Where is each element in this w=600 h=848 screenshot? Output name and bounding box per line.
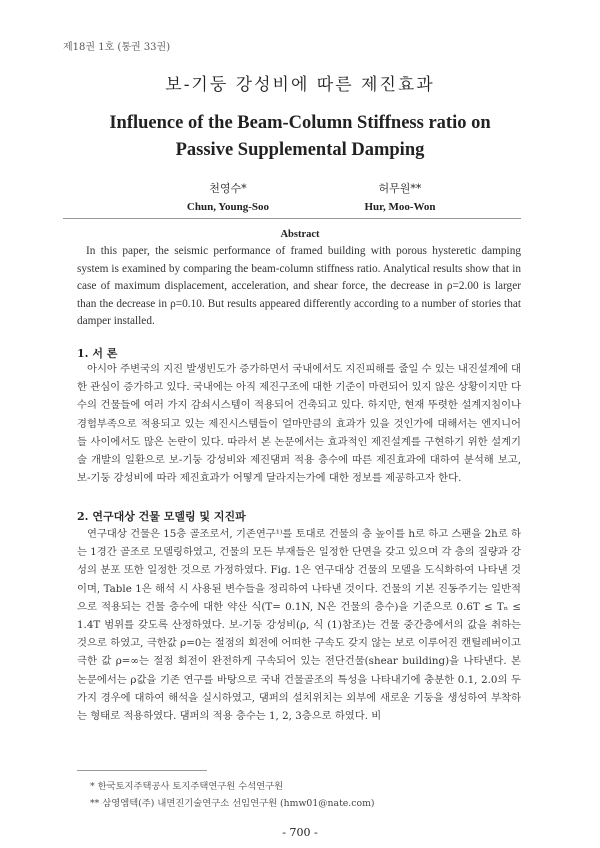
abstract-heading: Abstract — [280, 229, 320, 240]
author-1-korean: 천영수* — [209, 182, 247, 195]
section-2-text: 연구대상 건물은 15층 골조로서, 기존연구¹⁾를 토대로 건물의 층 높이를 h로 하고 스팬을 2h로 하는 1경간 골조로 모델링하였고, 건물의 모든 부재들은 일정한 단면을 갖고 있으며 각 층의 질량과 강성의 분포 또한 일정한 것으로 가정하였다. Fig. 1은 연구대상 건물의 모델을 도식화하여 나타낸 것이며, Table 1은 해석 시 사용된 변수들을 정리하여 나타낸 것이다. 건물의 기본 진동주기는 일반적으로 적용되는 건물 층수에 대한 약산 식(T= 0.1N, N은 건물의 층수)을 기준으로 0.6T ≤ Tₙ ≤ 1.4T 범위를 갖도록 산정하였다. 보-기둥 강성비(ρ, 식 (1)참조)는 건물 중간층에서의 값을 취하는 것으로 하였고, 극한값 ρ=0는 절점의 회전에 어떠한 구속도 갖지 않는 보로 이루어진 캔틸레버이고 극한 값 ρ=∞는 절점 회전이 완전하게 구속되어 있는 전단건물(shear building)을 나타낸다. 본 논문에서는 ρ값을 기존 연구를 바탕으로 국내 건물골조의 특성을 나타내기에 충분한 0.1, 2.0의 두가지 경우에 대하여 해석을 실시하였고, 댐퍼의 설치위치는 외부에 새로운 기둥을 생성하여 부착하는 형태로 적용하였다. 댐퍼의 적용 층수는 1, 2, 3층으로 하였다. 비 — [77, 528, 521, 723]
footnote-divider — [77, 770, 207, 771]
abstract-text: In this paper, the seismic performance of framed building with porous hysteretic damping system is examined by comparing the beam-column stiffness ratio. Analytical results show that in case of maximum displacement, acceleration, and shear force, the decrease in ρ=2.00 is larger than the decrease in ρ=0.10. But results appeared differently according to a number of stories that damper installed. — [77, 245, 521, 327]
author-2-korean: 허무원** — [378, 182, 422, 195]
section-2-heading: 2. 연구대상 건물 모델링 및 지진파 — [77, 510, 246, 523]
author-2 — [300, 180, 500, 213]
journal-volume: 제18권 1호 (통권 33권) — [63, 42, 171, 53]
author-2-english: Hur, Moo-Won — [364, 201, 436, 213]
english-title-line1: Influence of the Beam-Column Stiffness ratio on — [109, 113, 491, 133]
korean-title: 보-기둥 강성비에 따른 제진효과 — [165, 75, 435, 95]
abstract-divider — [63, 218, 521, 219]
section-1-text: 아시아 주변국의 지진 발생빈도가 증가하면서 국내에서도 지진피해를 줄일 수 있는 내진설계에 대한 관심이 증가하고 있다. 국내에는 아직 제진구조에 대한 기준이 마련되어 있지 않은 상황이지만 다수의 건물들에 여러 가지 감쇠시스템이 적용되어 건축되고 있다. 하지만, 현재 뚜렷한 설계지침이나 경험부족으로 적용되고 있는 제진시스템들이 얼마만큼의 효과가 있을 것인가에 대해서는 엔지니어들 사이에서도 많은 논란이 있다. 따라서 본 논문에서는 효과적인 제진설계를 구현하기 위한 설계기술 개발의 일환으로 보-기둥 강성비와 제진댐퍼 적용 층수에 따른 제진효과에 대하여 분석해 보고, 보-기둥 강성비에 따라 제진효과가 어떻게 달라지는가에 대한 정보를 제공하고자 한다. — [77, 363, 521, 485]
author-1-english: Chun, Young-Soo — [186, 201, 270, 213]
section-1-heading: 1. 서 론 — [77, 347, 118, 360]
footnote-2: ** 삼영엠텍(주) 내면진기술연구소 선임연구원 (hmw01@nate.com) — [90, 798, 375, 809]
english-title-line2: Passive Supplemental Damping — [175, 140, 425, 160]
page-number: - 700 - — [282, 826, 318, 839]
english-title — [0, 110, 600, 164]
author-1 — [128, 180, 328, 213]
footnote-1: * 한국토지주택공사 토지주택연구원 수석연구원 — [90, 781, 284, 792]
